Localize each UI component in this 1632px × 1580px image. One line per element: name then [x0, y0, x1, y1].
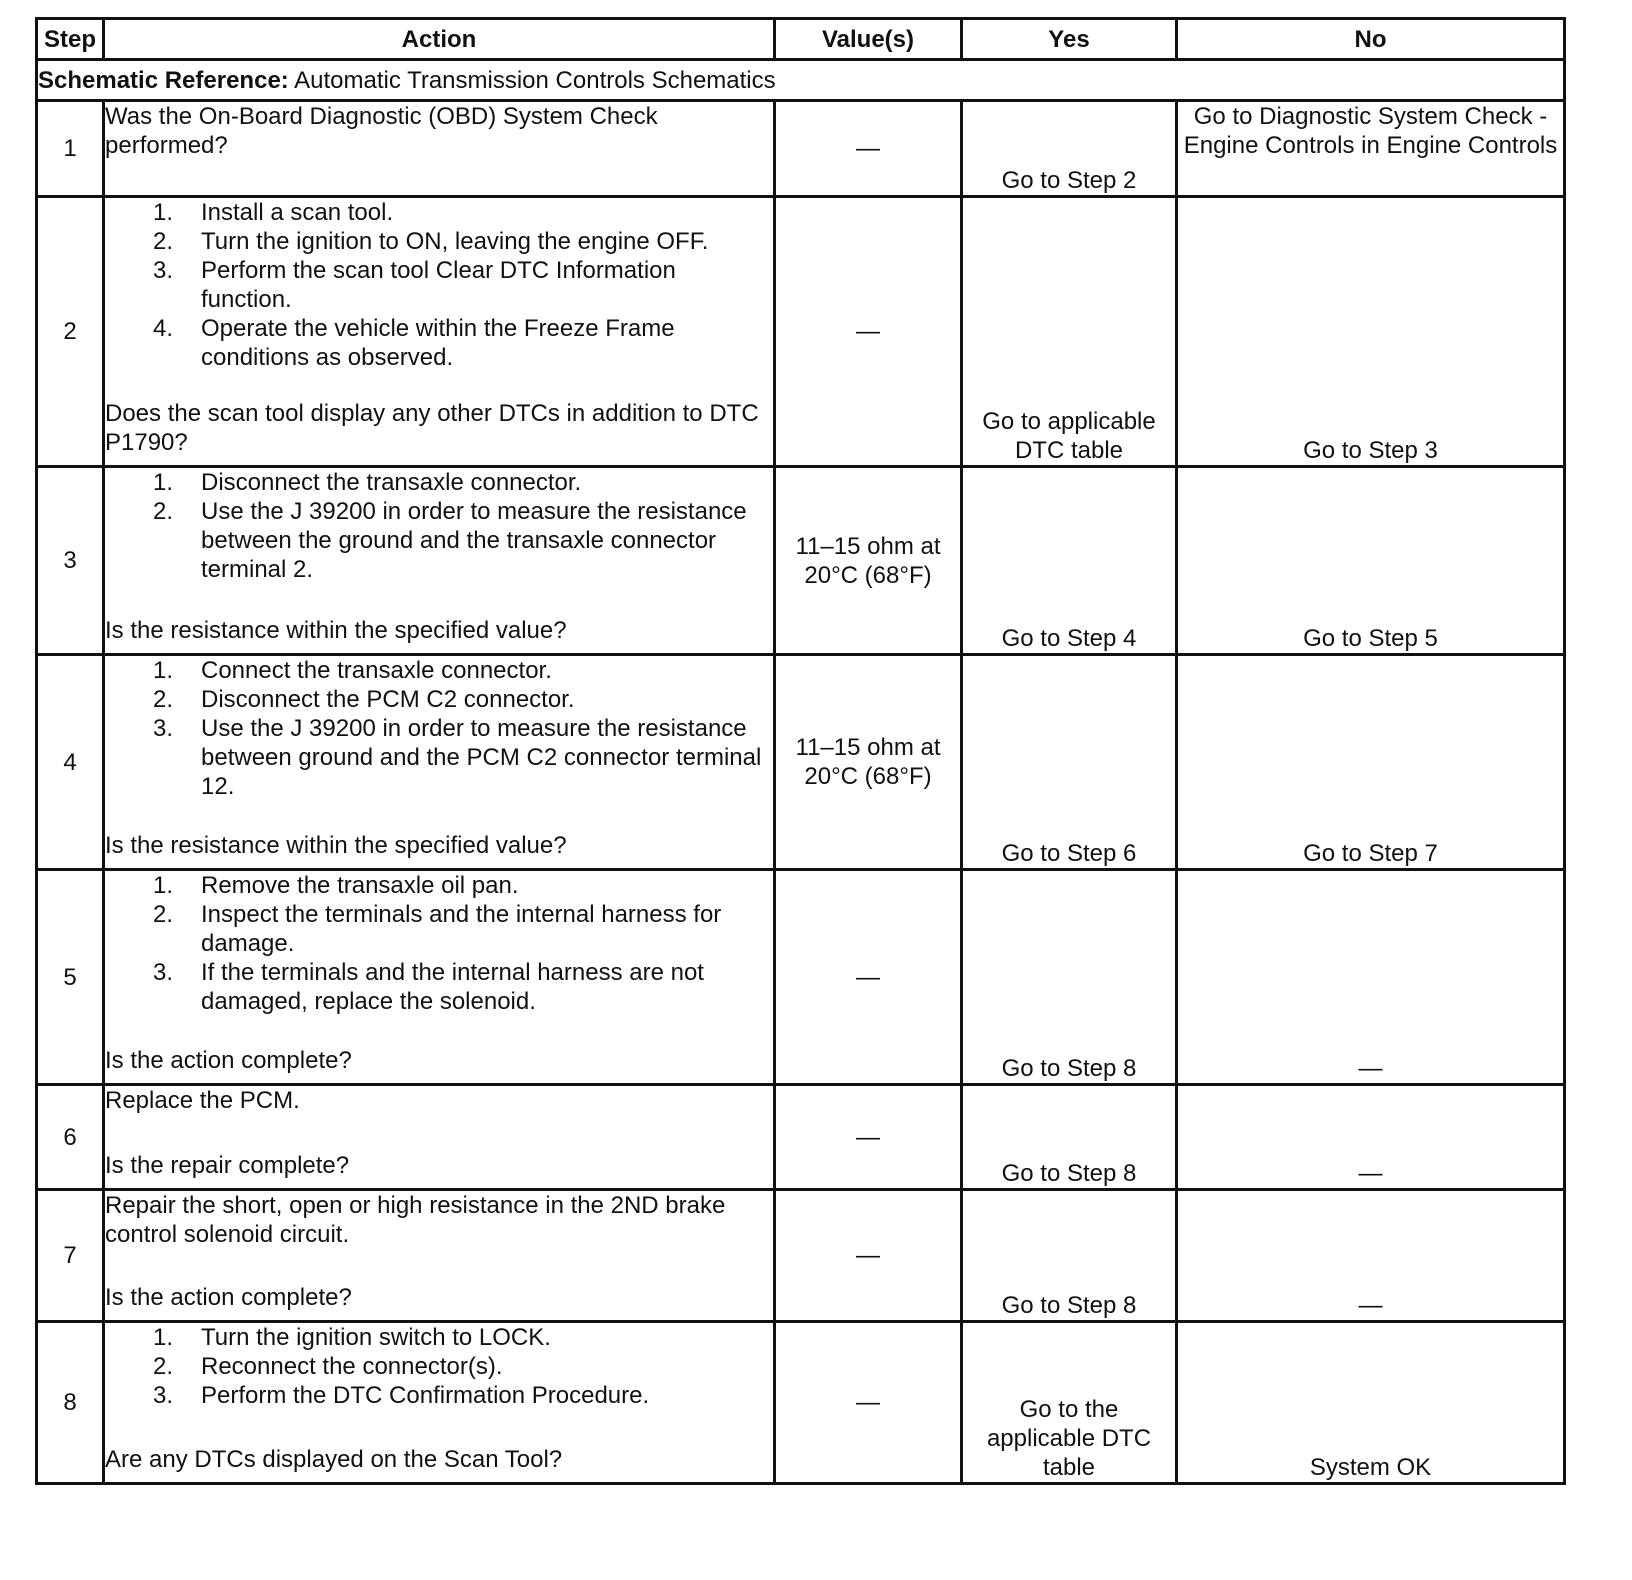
- table-row: [37, 197, 1565, 467]
- action-step-text: Disconnect the transaxle connector.: [201, 469, 582, 496]
- table-row: [37, 870, 1565, 1085]
- action-content: [105, 656, 773, 860]
- step-number: 4: [37, 655, 104, 870]
- table-row: [37, 655, 1565, 870]
- value-cell: 11–15 ohm at 20°C (68°F): [775, 655, 962, 870]
- action-step-item: [105, 1323, 773, 1352]
- header-action: Action: [104, 19, 775, 60]
- action-step-text: Perform the DTC Confirmation Procedure.: [201, 1382, 650, 1409]
- action-step-number: 1.: [152, 199, 173, 226]
- no-result: Go to Diagnostic System Check - Engine Controls in Engine Controls: [1177, 101, 1565, 197]
- action-step-number: 2.: [152, 901, 173, 928]
- no-result: —: [1177, 1190, 1565, 1322]
- action-step-item: [105, 685, 773, 714]
- action-step-text: Install a scan tool.: [201, 199, 394, 226]
- action-step-item: [105, 256, 773, 314]
- yes-result: Go to Step 8: [962, 870, 1177, 1085]
- action-top: [105, 198, 773, 372]
- no-result: Go to Step 3: [1177, 197, 1565, 467]
- header-yes: Yes: [962, 19, 1177, 60]
- action-step-item: [105, 714, 773, 801]
- action-step-text: Turn the ignition to ON, leaving the engine OFF.: [201, 228, 709, 255]
- action-content: [105, 198, 773, 457]
- header-values: Value(s): [775, 19, 962, 60]
- action-text: Repair the short, open or high resistance in the 2ND brake control solenoid circuit.: [105, 1192, 726, 1248]
- action-step-item: [105, 497, 773, 584]
- action-step-text: Reconnect the connector(s).: [201, 1353, 503, 1380]
- action-step-number: 2.: [152, 686, 173, 713]
- action-step-number: 2.: [152, 1353, 173, 1380]
- action-step-item: [105, 314, 773, 372]
- action-step-number: 2.: [152, 498, 173, 525]
- value-cell: —: [775, 1322, 962, 1484]
- step-number: 8: [37, 1322, 104, 1484]
- action-step-item: [105, 656, 773, 685]
- action-top: [105, 656, 773, 801]
- action-step-number: 2.: [152, 228, 173, 255]
- action-step-item: [105, 227, 773, 256]
- action-content: [105, 1323, 773, 1474]
- action-step-item: [105, 198, 773, 227]
- diagnostic-table: [35, 17, 1566, 1485]
- action-cell: [104, 1190, 775, 1322]
- no-result: —: [1177, 1085, 1565, 1190]
- yes-result: Go to Step 8: [962, 1190, 1177, 1322]
- table-row: [37, 467, 1565, 655]
- action-step-number: 1.: [152, 657, 173, 684]
- action-step-number: 1.: [152, 1324, 173, 1351]
- action-question: Is the action complete?: [105, 1284, 352, 1311]
- value-cell: —: [775, 1190, 962, 1322]
- action-top: [105, 102, 773, 160]
- action-step-text: Connect the transaxle connector.: [201, 657, 552, 684]
- action-cell: [104, 101, 775, 197]
- action-content: [105, 468, 773, 645]
- action-step-number: 1.: [152, 469, 173, 496]
- header-step: Step: [37, 19, 104, 60]
- value-cell: —: [775, 101, 962, 197]
- action-question: Is the repair complete?: [105, 1152, 350, 1179]
- table-row: [37, 101, 1565, 197]
- action-step-list: [105, 198, 773, 372]
- no-result: —: [1177, 870, 1565, 1085]
- action-step-list: [105, 871, 773, 1016]
- action-step-text: Disconnect the PCM C2 connector.: [201, 686, 575, 713]
- action-content: [105, 102, 773, 187]
- action-step-item: [105, 871, 773, 900]
- no-result: System OK: [1177, 1322, 1565, 1484]
- action-step-item: [105, 1381, 773, 1410]
- action-step-text: Use the J 39200 in order to measure the resistance between the ground and the transaxle connector terminal 2.: [201, 498, 747, 583]
- action-question: Is the action complete?: [105, 1047, 352, 1074]
- value-cell: —: [775, 1085, 962, 1190]
- action-step-number: 3.: [152, 959, 173, 986]
- action-step-item: [105, 958, 773, 1016]
- action-step-text: Use the J 39200 in order to measure the resistance between ground and the PCM C2 connector terminal 12.: [201, 715, 762, 800]
- step-number: 2: [37, 197, 104, 467]
- action-question: Is the resistance within the specified value?: [105, 617, 567, 644]
- schematic-reference-row: [37, 60, 1565, 101]
- action-top: [105, 1191, 773, 1249]
- action-top: [105, 1086, 773, 1115]
- action-step-number: 4.: [152, 315, 173, 342]
- table-row: [37, 1190, 1565, 1322]
- action-cell: [104, 655, 775, 870]
- header-no: No: [1177, 19, 1565, 60]
- action-step-list: [105, 656, 773, 801]
- action-step-text: Operate the vehicle within the Freeze Frame conditions as observed.: [201, 315, 675, 371]
- value-cell: 11–15 ohm at 20°C (68°F): [775, 467, 962, 655]
- action-top: [105, 871, 773, 1016]
- action-cell: [104, 197, 775, 467]
- action-text: Replace the PCM.: [105, 1087, 300, 1114]
- action-top: [105, 468, 773, 584]
- action-top: [105, 1323, 773, 1410]
- action-step-text: Turn the ignition switch to LOCK.: [201, 1324, 551, 1351]
- schematic-reference: [37, 60, 1565, 101]
- table-row: [37, 1085, 1565, 1190]
- no-result: Go to Step 5: [1177, 467, 1565, 655]
- action-text: Was the On-Board Diagnostic (OBD) System Check performed?: [105, 103, 658, 159]
- action-step-text: If the terminals and the internal harness are not damaged, replace the solenoid.: [201, 959, 704, 1015]
- step-number: 5: [37, 870, 104, 1085]
- action-step-text: Inspect the terminals and the internal harness for damage.: [201, 901, 722, 957]
- table-row: [37, 1322, 1565, 1484]
- header-row: [37, 19, 1565, 60]
- value-cell: —: [775, 197, 962, 467]
- schematic-reference-label: Schematic Reference:: [38, 66, 289, 94]
- action-question: Are any DTCs displayed on the Scan Tool?: [105, 1446, 563, 1473]
- action-cell: [104, 870, 775, 1085]
- step-number: 1: [37, 101, 104, 197]
- action-step-item: [105, 1352, 773, 1381]
- yes-result: Go to applicable DTC table: [962, 197, 1177, 467]
- action-step-number: 3.: [152, 1382, 173, 1409]
- step-number: 3: [37, 467, 104, 655]
- action-question: Does the scan tool display any other DTCs in addition to DTC P1790?: [105, 400, 759, 456]
- action-step-list: [105, 1323, 773, 1410]
- action-step-number: 3.: [152, 257, 173, 284]
- action-cell: [104, 467, 775, 655]
- yes-result: Go to Step 2: [962, 101, 1177, 197]
- action-step-item: [105, 900, 773, 958]
- yes-result: Go to the applicable DTC table: [962, 1322, 1177, 1484]
- step-number: 7: [37, 1190, 104, 1322]
- action-step-number: 1.: [152, 872, 173, 899]
- action-step-text: Remove the transaxle oil pan.: [201, 872, 519, 899]
- action-step-list: [105, 468, 773, 584]
- yes-result: Go to Step 8: [962, 1085, 1177, 1190]
- schematic-reference-text: Automatic Transmission Controls Schematics: [294, 66, 776, 94]
- action-step-item: [105, 468, 773, 497]
- action-content: [105, 1191, 773, 1312]
- value-cell: —: [775, 870, 962, 1085]
- yes-result: Go to Step 6: [962, 655, 1177, 870]
- action-question: Is the resistance within the specified value?: [105, 832, 567, 859]
- action-content: [105, 871, 773, 1075]
- step-number: 6: [37, 1085, 104, 1190]
- no-result: Go to Step 7: [1177, 655, 1565, 870]
- action-cell: [104, 1085, 775, 1190]
- yes-result: Go to Step 4: [962, 467, 1177, 655]
- action-step-text: Perform the scan tool Clear DTC Information function.: [201, 257, 676, 313]
- action-content: [105, 1086, 773, 1180]
- action-step-number: 3.: [152, 715, 173, 742]
- action-cell: [104, 1322, 775, 1484]
